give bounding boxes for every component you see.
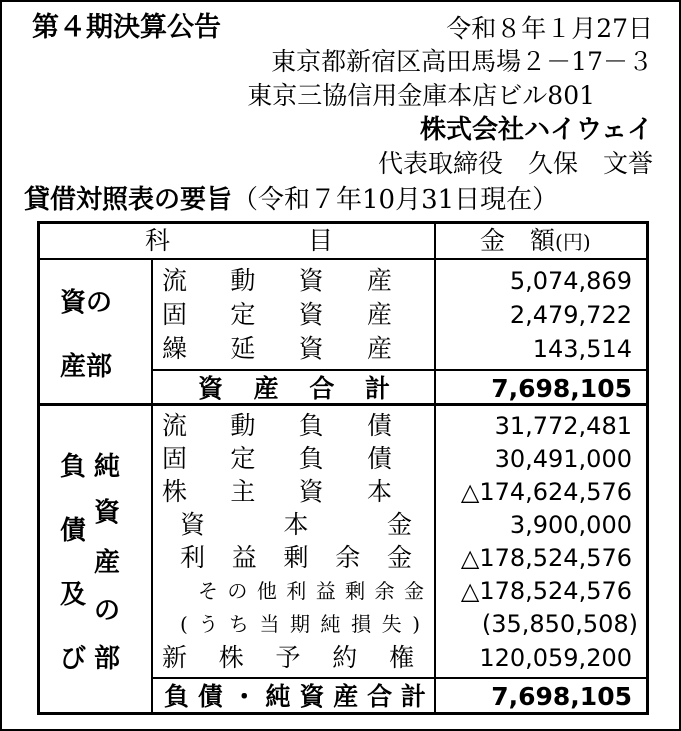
label-char: 金 — [403, 579, 424, 603]
label-char: ( — [180, 612, 188, 636]
label-char: 固 — [162, 300, 188, 329]
label-char: ち — [228, 612, 249, 636]
label-char: 金 — [386, 510, 412, 539]
liab-total-value: 7,698,105 — [491, 682, 632, 711]
label-char: 産 — [253, 374, 279, 403]
label-char: 固 — [162, 444, 188, 473]
asset-row-label — [162, 302, 392, 327]
liab-total-label — [164, 684, 426, 709]
header-unit: (円) — [555, 230, 591, 254]
asset-total-divider — [151, 369, 646, 371]
balance-sheet-heading — [24, 187, 558, 213]
label-char: ・ — [231, 682, 257, 711]
label-char: 剰 — [345, 579, 366, 603]
liab-row-value: 3,900,000 — [509, 511, 632, 539]
label-char: 産 — [333, 682, 359, 711]
asset-total-value: 7,698,105 — [491, 374, 632, 403]
label-char: 合 — [309, 374, 335, 403]
asset-total-label — [198, 376, 390, 401]
balance-sheet-date: （令和７年10月31日現在） — [232, 185, 559, 215]
label-char: の — [227, 579, 248, 603]
liab-row-label — [162, 479, 392, 504]
label-char: 産 — [366, 334, 392, 363]
label-char: 失 — [381, 612, 402, 636]
liability-total-divider — [151, 677, 646, 679]
label-char: 利 — [286, 579, 307, 603]
liab-category-char: 資 — [94, 498, 121, 528]
liab-row-value: △178,524,576 — [460, 544, 632, 572]
label-char: 損 — [351, 612, 372, 636]
notice-date: 令和８年１月27日 — [446, 14, 653, 43]
asset-row-value: 5,074,869 — [509, 267, 632, 295]
label-char: 資 — [298, 300, 324, 329]
representative: 代表取締役 久保 文誉 — [377, 149, 653, 178]
label-char: 負 — [298, 444, 324, 473]
asset-row-label — [162, 336, 392, 361]
liab-category-char: び — [60, 644, 87, 674]
address-line-2: 東京三協信用金庫本店ビル801 — [247, 81, 595, 110]
label-char: 余 — [374, 579, 395, 603]
label-char: ) — [412, 612, 420, 636]
asset-row-value: 143,514 — [532, 335, 632, 363]
label-char: 流 — [162, 411, 188, 440]
header-item-2: 目 — [308, 226, 334, 255]
liab-row-label — [162, 645, 414, 670]
label-char: 期 — [290, 612, 310, 636]
label-char: 当 — [259, 612, 280, 636]
liab-row-label — [198, 581, 424, 601]
liab-row-label — [180, 545, 412, 570]
label-char: 剰 — [283, 543, 309, 572]
balance-sheet-title: 貸借対照表の要旨 — [24, 185, 233, 215]
header-amount-label: 金 額 — [480, 226, 556, 255]
label-char: 延 — [230, 334, 256, 363]
label-char: 計 — [400, 682, 426, 711]
label-char: 予 — [275, 643, 301, 672]
label-char: 益 — [231, 543, 257, 572]
liab-row-value: △178,524,576 — [460, 577, 632, 605]
label-char: 産 — [366, 300, 392, 329]
assets-category-bottom: 産部 — [60, 352, 113, 382]
liab-category-char: 債 — [60, 516, 87, 546]
liab-category-char: 産 — [94, 548, 121, 578]
label-char: そ — [198, 579, 218, 603]
liab-row-label — [180, 512, 412, 537]
label-char: 本 — [283, 510, 309, 539]
asset-row-value: 2,479,722 — [509, 301, 632, 329]
label-char: 動 — [230, 411, 256, 440]
liab-category-char: 純 — [94, 452, 121, 482]
label-char: 債 — [366, 411, 392, 440]
label-char: 資 — [298, 266, 324, 295]
liab-category-char: 部 — [94, 644, 121, 674]
label-char: 株 — [218, 643, 244, 672]
label-char: 株 — [162, 477, 188, 506]
label-char: 金 — [386, 543, 412, 572]
label-char: 純 — [265, 682, 291, 711]
label-char: 他 — [256, 579, 277, 603]
liab-row-value: △174,624,576 — [460, 478, 632, 506]
header-item-1: 科 — [145, 226, 171, 255]
assets-category-top: 資の — [60, 288, 113, 318]
label-char: 定 — [230, 444, 256, 473]
liab-category-char: 及 — [60, 580, 87, 610]
label-char: 流 — [162, 266, 188, 295]
liab-row-value: 30,491,000 — [494, 445, 632, 473]
company-name: 株式会社ハイウェイ — [420, 115, 653, 145]
header-amount — [480, 228, 591, 253]
label-char: 権 — [388, 643, 414, 672]
label-char: 余 — [335, 543, 361, 572]
liab-category-char: の — [94, 596, 121, 626]
liab-row-label — [162, 446, 392, 471]
label-char: 資 — [299, 682, 325, 711]
amount-column-divider — [434, 224, 436, 712]
liab-row-label — [162, 413, 392, 438]
label-char: 資 — [198, 374, 224, 403]
label-char: 定 — [230, 300, 256, 329]
liab-row-value: 31,772,481 — [494, 412, 632, 440]
label-char: 純 — [320, 612, 341, 636]
section-divider — [40, 403, 646, 406]
notice-title: 第４期決算公告 — [32, 12, 221, 43]
category-column-divider — [151, 260, 153, 712]
liab-row-value: 120,059,200 — [479, 644, 632, 672]
label-char: 益 — [315, 579, 336, 603]
label-char: 合 — [367, 682, 393, 711]
label-char: 資 — [298, 477, 324, 506]
address-line-1: 東京都新宿区高田馬場２－17－３ — [271, 47, 653, 76]
label-char: 負 — [164, 682, 190, 711]
label-char: う — [198, 612, 219, 636]
label-char: 繰 — [162, 334, 188, 363]
label-char: 計 — [364, 374, 390, 403]
label-char: 本 — [366, 477, 392, 506]
label-char: 債 — [366, 444, 392, 473]
liab-row-value: (35,850,508) — [481, 610, 638, 638]
liab-category-char: 負 — [60, 452, 87, 482]
header-divider — [40, 258, 646, 260]
label-char: 産 — [366, 266, 392, 295]
label-char: 資 — [180, 510, 206, 539]
label-char: 動 — [230, 266, 256, 295]
label-char: 新 — [162, 643, 188, 672]
asset-row-label — [162, 268, 392, 293]
label-char: 約 — [332, 643, 358, 672]
balance-sheet-table — [37, 221, 649, 715]
label-char: 主 — [230, 477, 256, 506]
label-char: 債 — [197, 682, 223, 711]
liab-row-label — [180, 614, 420, 634]
label-char: 資 — [298, 334, 324, 363]
label-char: 利 — [180, 543, 206, 572]
label-char: 負 — [298, 411, 324, 440]
